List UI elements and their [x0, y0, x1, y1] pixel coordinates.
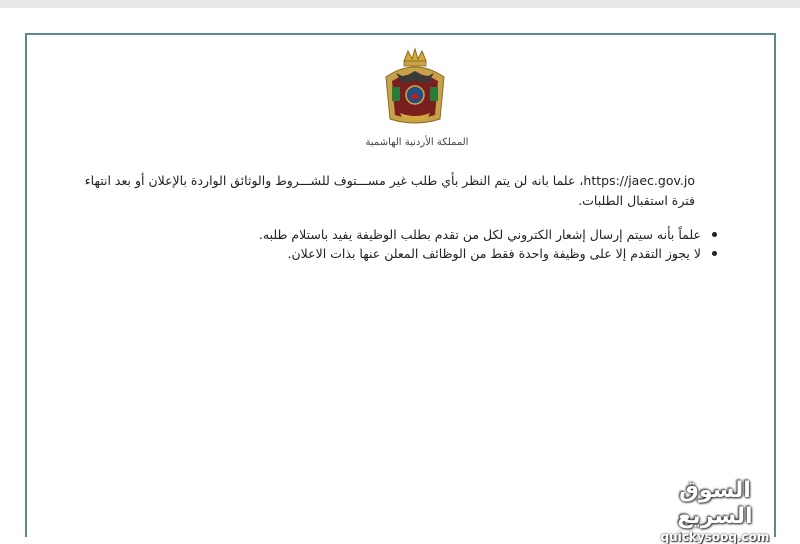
- paragraph-url: https://jaec.gov.jo: [583, 173, 695, 188]
- notice-paragraph: [67, 171, 695, 211]
- bullet-text: لا يجوز التقدم إلا على وظيفة واحدة فقط من الوظائف المعلن عنها بذات الاعلان.: [287, 246, 701, 261]
- emblem-caption: المملكة الأردنية الهاشمية: [365, 137, 469, 148]
- bullet-dot: [712, 232, 717, 237]
- bullet-item: [227, 225, 719, 244]
- top-gray-strip: [0, 0, 800, 8]
- bullet-dot: [712, 251, 717, 256]
- watermark-latin: quickysooq.com: [660, 530, 770, 544]
- bullet-text: علماً بأنه سيتم إرسال إشعار الكتروني لكل من تقدم بطلب الوظيفة يفيد باستلام طلبه.: [258, 227, 701, 242]
- royal-emblem-icon: [382, 47, 448, 127]
- site-watermark: [640, 478, 790, 544]
- document-page: [25, 33, 776, 537]
- paragraph-text: ، علما بانه لن يتم النظر بأي طلب غير مســـتوف للشـــروط والوثائق الواردة بالإعلان أو بعد انتهاء فترة استقبال الطلبات.: [84, 173, 695, 208]
- bullet-list: [227, 225, 719, 263]
- watermark-arabic: السوق السريع: [677, 478, 753, 529]
- bullet-item: [227, 244, 719, 263]
